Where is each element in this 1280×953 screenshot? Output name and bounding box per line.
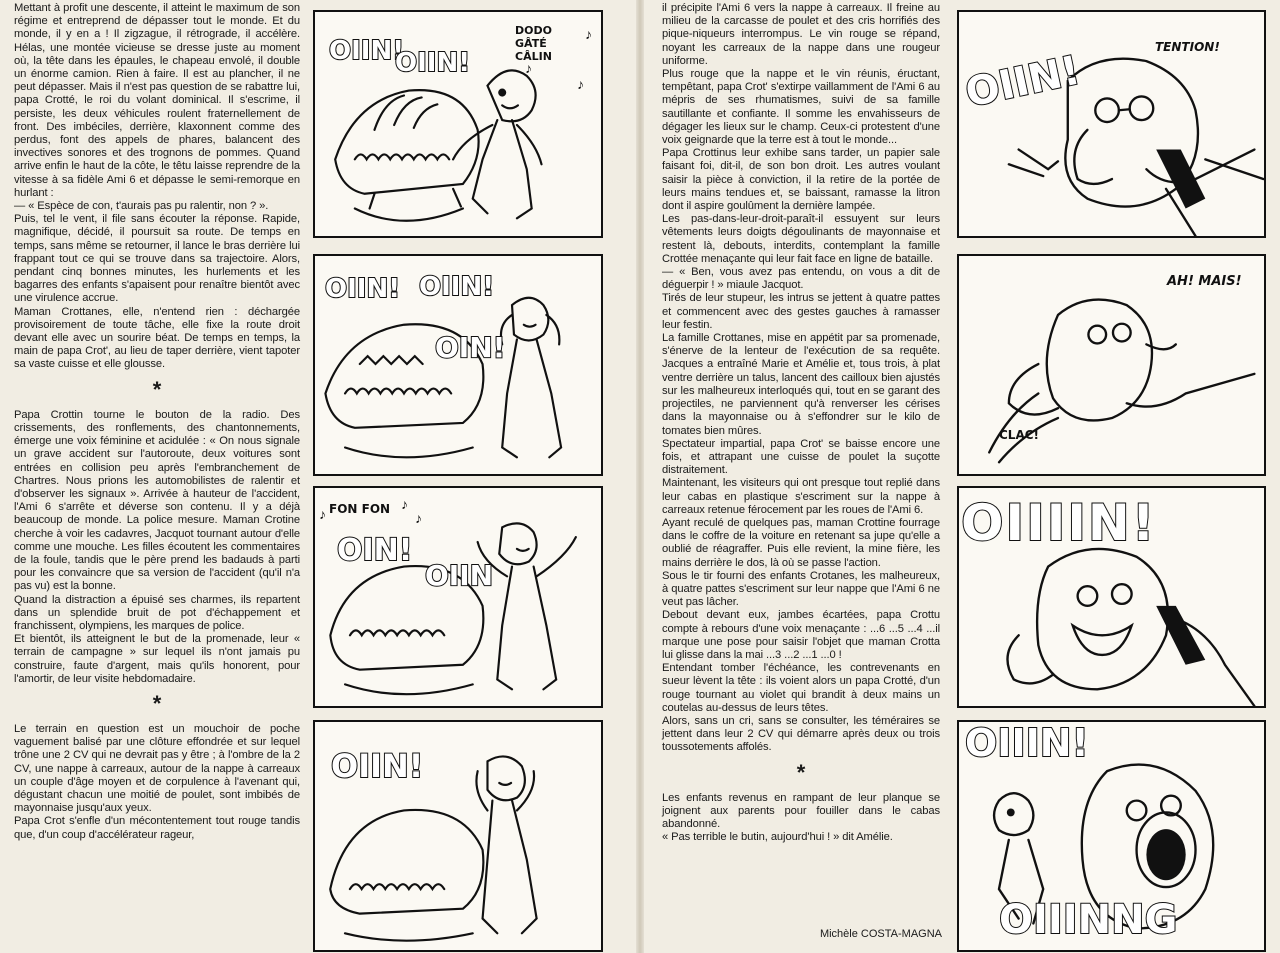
paragraph: « Pas terrible le butin, aujourd'hui ! » dit Amélie. xyxy=(662,831,893,844)
music-note-icon: ♪ xyxy=(415,510,422,526)
comic-panel-6 xyxy=(957,254,1266,476)
sound-effect-text: OIN! xyxy=(435,331,506,364)
page-gutter xyxy=(636,0,644,953)
sound-effect-text: OIIINNG xyxy=(999,897,1178,943)
paragraph: Maman Crottanes, elle, n'entend rien : déchargée provisoirement de toute tâche, elle fixe la route droit devant elle avec un sourire béat. De temps en temps, la main de papa Crot', au lieu de taper derrière, vient tapoter sa vaste cuisse et elle glousse. xyxy=(14,305,300,371)
comic-panel-3 xyxy=(313,486,603,708)
sound-effect-text: OIN! xyxy=(337,533,413,568)
sound-effect-text: OIIN xyxy=(425,559,494,592)
paragraph: Et bientôt, ils atteignent le but de la promenade, leur « terrain de campagne » sur lequel ils n'ont jamais pu construire, faute d'argent, mais qu'ils honorent, pour l'amortir, de leur visite hebdomadaire. xyxy=(14,633,300,685)
paragraph: Quand la distraction a épuisé ses charmes, ils repartent dans un splendide bruit de pot d'échappement et franchissent, olympiens, les marques de police. xyxy=(14,593,300,632)
paragraph: Alors, sans un cri, sans se consulter, les téméraires se jettent dans leur 2 CV qui démarre après deux ou trois toussotements affolés. xyxy=(662,714,940,754)
paragraph: Les enfants revenus en rampant de leur planque se joignent aux parents pour fouiller dans le cabas abandonné. xyxy=(662,791,940,830)
comic-panel-2 xyxy=(313,254,603,476)
comic-panel-8 xyxy=(957,720,1266,952)
section-separator: * xyxy=(152,690,162,716)
music-note-icon: ♪ xyxy=(577,76,584,92)
section-separator: * xyxy=(796,759,806,785)
right-text-column xyxy=(662,2,940,844)
paragraph: Puis, tel le vent, il file sans écouter la réponse. Rapide, magnifique, décidé, il poursuit sa route. De temps en temps, sans même se retourner, il lance le bras derrière lui frappant tout ce qui se trouve dans sa trajectoire. Alors, pendant cinq bonnes minutes, les hurlements et les bagarres des enfants s'apaisent pour renaître bientôt avec une virulence accrue. xyxy=(14,213,300,305)
paragraph: Papa Crottinus leur exhibe sans tarder, un papier sale faisant foi, dit-il, de son bon droit. Les autres voulant saisir la pièce à conviction, il la retire de la portée de leurs mains tendues et, se baissant, ramasse la litron dont il aspire goulûment la dernière lampée. xyxy=(662,147,940,213)
music-note-icon: ♪ xyxy=(525,60,532,76)
paragraph: — « Ben, vous avez pas entendu, on vous a dit de déguerpir ! » miaule Jacquot. xyxy=(662,266,940,292)
sound-effect-text: OIIN! xyxy=(329,36,405,66)
comic-panel-4 xyxy=(313,720,603,952)
sound-effect-text: CLAC! xyxy=(999,428,1040,442)
speech-text: AH! MAIS! xyxy=(1167,274,1242,289)
sound-effect-text: OIIIIN! xyxy=(961,494,1157,552)
comic-panel-7 xyxy=(957,486,1266,708)
comic-panel-5 xyxy=(957,10,1266,238)
paragraph: Spectateur impartial, papa Crot' se baisse encore une fois, et attrapant une cuisse de poulet la suçotte distraitement. xyxy=(662,437,940,477)
paragraph: Plus rouge que la nappe et le vin réunis, éructant, tempêtant, papa Crot' s'extirpe vaillamment de l'Ami 6 au mépris de ses rhumatismes, suivi de sa famille sautillante et confiante. Il somme les envahisseurs de dégager les lieux sur le champ. Ceux-ci protestent d'une voix geignarde que la terre est à tout le monde... xyxy=(662,68,940,147)
speech-text: TENTION! xyxy=(1155,40,1220,54)
paragraph: Tirés de leur stupeur, les intrus se jettent à quatre pattes et commencent avec des gestes gauches à ramasser leur festin. xyxy=(662,292,940,331)
paragraph: La famille Crottanes, mise en appétit par sa promenade, s'énerve de la lenteur de l'exécution de sa requête. Jacques a entraîné Marie et Amélie et, tous trois, à plat ventre derrière un talus, lancent des cailloux bien ajustés sur les malheureux interloqués qui, tout en se garant des projectiles, ne parviennent qu'à renverser les cérises dans la mayonnaise ou à s'effondrer sur le kilo de tomates bien mûres. xyxy=(662,332,940,437)
music-note-icon: ♪ xyxy=(585,26,592,42)
panel-drawing xyxy=(315,488,601,706)
paragraph: Entendant tomber l'échéance, les contrevenants en sueur lèvent la tête : ils voient alors un papa Crotté, d'un rouge tournant au violet qui brandit à deux mains un coutelas au-dessus de leurs têtes. xyxy=(662,662,940,714)
sound-effect-text: OIIN! xyxy=(395,48,471,78)
sound-effect-text: OIIN! xyxy=(331,747,424,785)
paragraph: Mettant à profit une descente, il atteint le maximum de son régime et entreprend de dépasser tout le monde. Et du monde, il y en a ! Il zigzague, il rétrograde, il accélère. Hélas, une montée vicieuse se dresse juste au moment où, la tête dans les épaules, le chapeau envolé, il double un énorme camion. Rien à faire. Il est au plancher, il ne peut dépasser. Mais il n'est pas question de se rabattre lui, papa Crotté, le roi du volant dominical. Il s'escrime, il persiste, les deux véhicules roulent fraternellement de front. Des imbéciles, derrière, klaxonnent comme des perdus, font des appels de phares, balancent des invectives sonores et des trognons de pommes. Quand arrive enfin le haut de la côte, le têtu laisse reprendre de la vitesse à sa fidèle Ami 6 et dépasse le semi-remorque en hurlant : xyxy=(14,2,300,199)
sound-effect-text: OIIN! xyxy=(961,47,1085,117)
author-signature: Michèle COSTA-MAGNA xyxy=(819,928,942,940)
paragraph: il précipite l'Ami 6 vers la nappe à carreaux. Il freine au milieu de la carcasse de poulet et des cris horrifiés des pique-niqueurs interrompus. Le vin rouge se répand, noyant les carreaux de la nappe dans une rougeur uniforme. xyxy=(662,2,940,67)
paragraph: — « Espèce de con, t'aurais pas pu ralentir, non ? ». xyxy=(14,200,269,213)
left-text-column xyxy=(14,2,300,842)
paragraph: Papa Crot s'enfle d'un mécontentement tout rouge tandis que, d'un coup d'accélérateur rageur, xyxy=(14,815,300,841)
paragraph: Maintenant, les visiteurs qui ont presque tout replié dans leur cabas en plastique s'escriment sur la nappe à carreaux retenue férocement par les roues de l'Ami 6. xyxy=(662,477,940,516)
paragraph: Le terrain en question est un mouchoir de poche vaguement balisé par une clôture effondrée et sur lequel trône une 2 CV qui ne devrait pas y être ; à l'ombre de la 2 CV, une nappe à carreaux, autour de la nappe à carreaux un couple d'âge moyen et de corpulence à l'avenant qui, dégustant chacun une moitié de poulet, sont imbibés de mayonnaise jusqu'aux yeux. xyxy=(14,722,300,815)
song-text: FON FON xyxy=(329,502,391,516)
paragraph: Sous le tir fourni des enfants Crotanes, les malheureux, à quatre pattes s'escriment sur leur nappe que l'Ami 6 ne veut pas lâcher. xyxy=(662,569,940,609)
paragraph: Ayant reculé de quelques pas, maman Crottine fourrage dans le coffre de la voiture en retenant sa jupe qu'elle a oublié de réagraffer. Puis elle revient, la mine fière, les mains derrière le dos, là où se passe l'action. xyxy=(662,516,940,569)
paragraph: Debout devant eux, jambes écartées, papa Crottu compte à rebours d'une voix menaçante : ...6 ...5 ...4 ...il marque une pose pour saisir l'objet que maman Crotta lui glisse dans la mai ...3 ...2 ...1 ...0 ! xyxy=(662,609,940,661)
sound-effect-text: OIIN! xyxy=(419,272,495,302)
sound-effect-text: OIIN! xyxy=(325,274,401,304)
music-note-icon: ♪ xyxy=(319,506,326,522)
song-text: DODO GÂTÉ CÂLIN xyxy=(515,24,552,63)
music-note-icon: ♪ xyxy=(401,496,408,512)
paragraph: Les pas-dans-leur-droit-paraît-il essuyent sur leurs vêtements leurs doigts dégoulinants de mayonnaise et restent là, debouts, interdits, contemplant la famille Crottée menaçante qui leur fait face en ligne de bataille. xyxy=(662,213,940,265)
paragraph: Papa Crottin tourne le bouton de la radio. Des crissements, des ronflements, des chantonnements, émerge une voix féminine et acidulée : « On nous signale un grave accident sur l'autoroute, deux voitures sont entrées en collision peu après l'embranchement de Chartres. Nous prions les automobilistes de ralentir et d'observer les signaux ». Arrivée à hauteur de l'accident, l'Ami 6 s'arrête et déverse son contenu. Il y a déjà beaucoup de monde. La police mesure. Maman Crotine cherche à voir les cadavres, Jacquot tournant autour d'elle comme une mouche. Les filles écoutent les commentaires de la foule, tandis que le père prend les badauds à parti pour les convaincre que sa version de l'accident (qu'il n'a pas vu) est la bonne. xyxy=(14,408,300,593)
section-separator: * xyxy=(152,376,162,402)
comic-panel-1 xyxy=(313,10,603,238)
sound-effect-text: OIIIN! xyxy=(965,721,1089,765)
